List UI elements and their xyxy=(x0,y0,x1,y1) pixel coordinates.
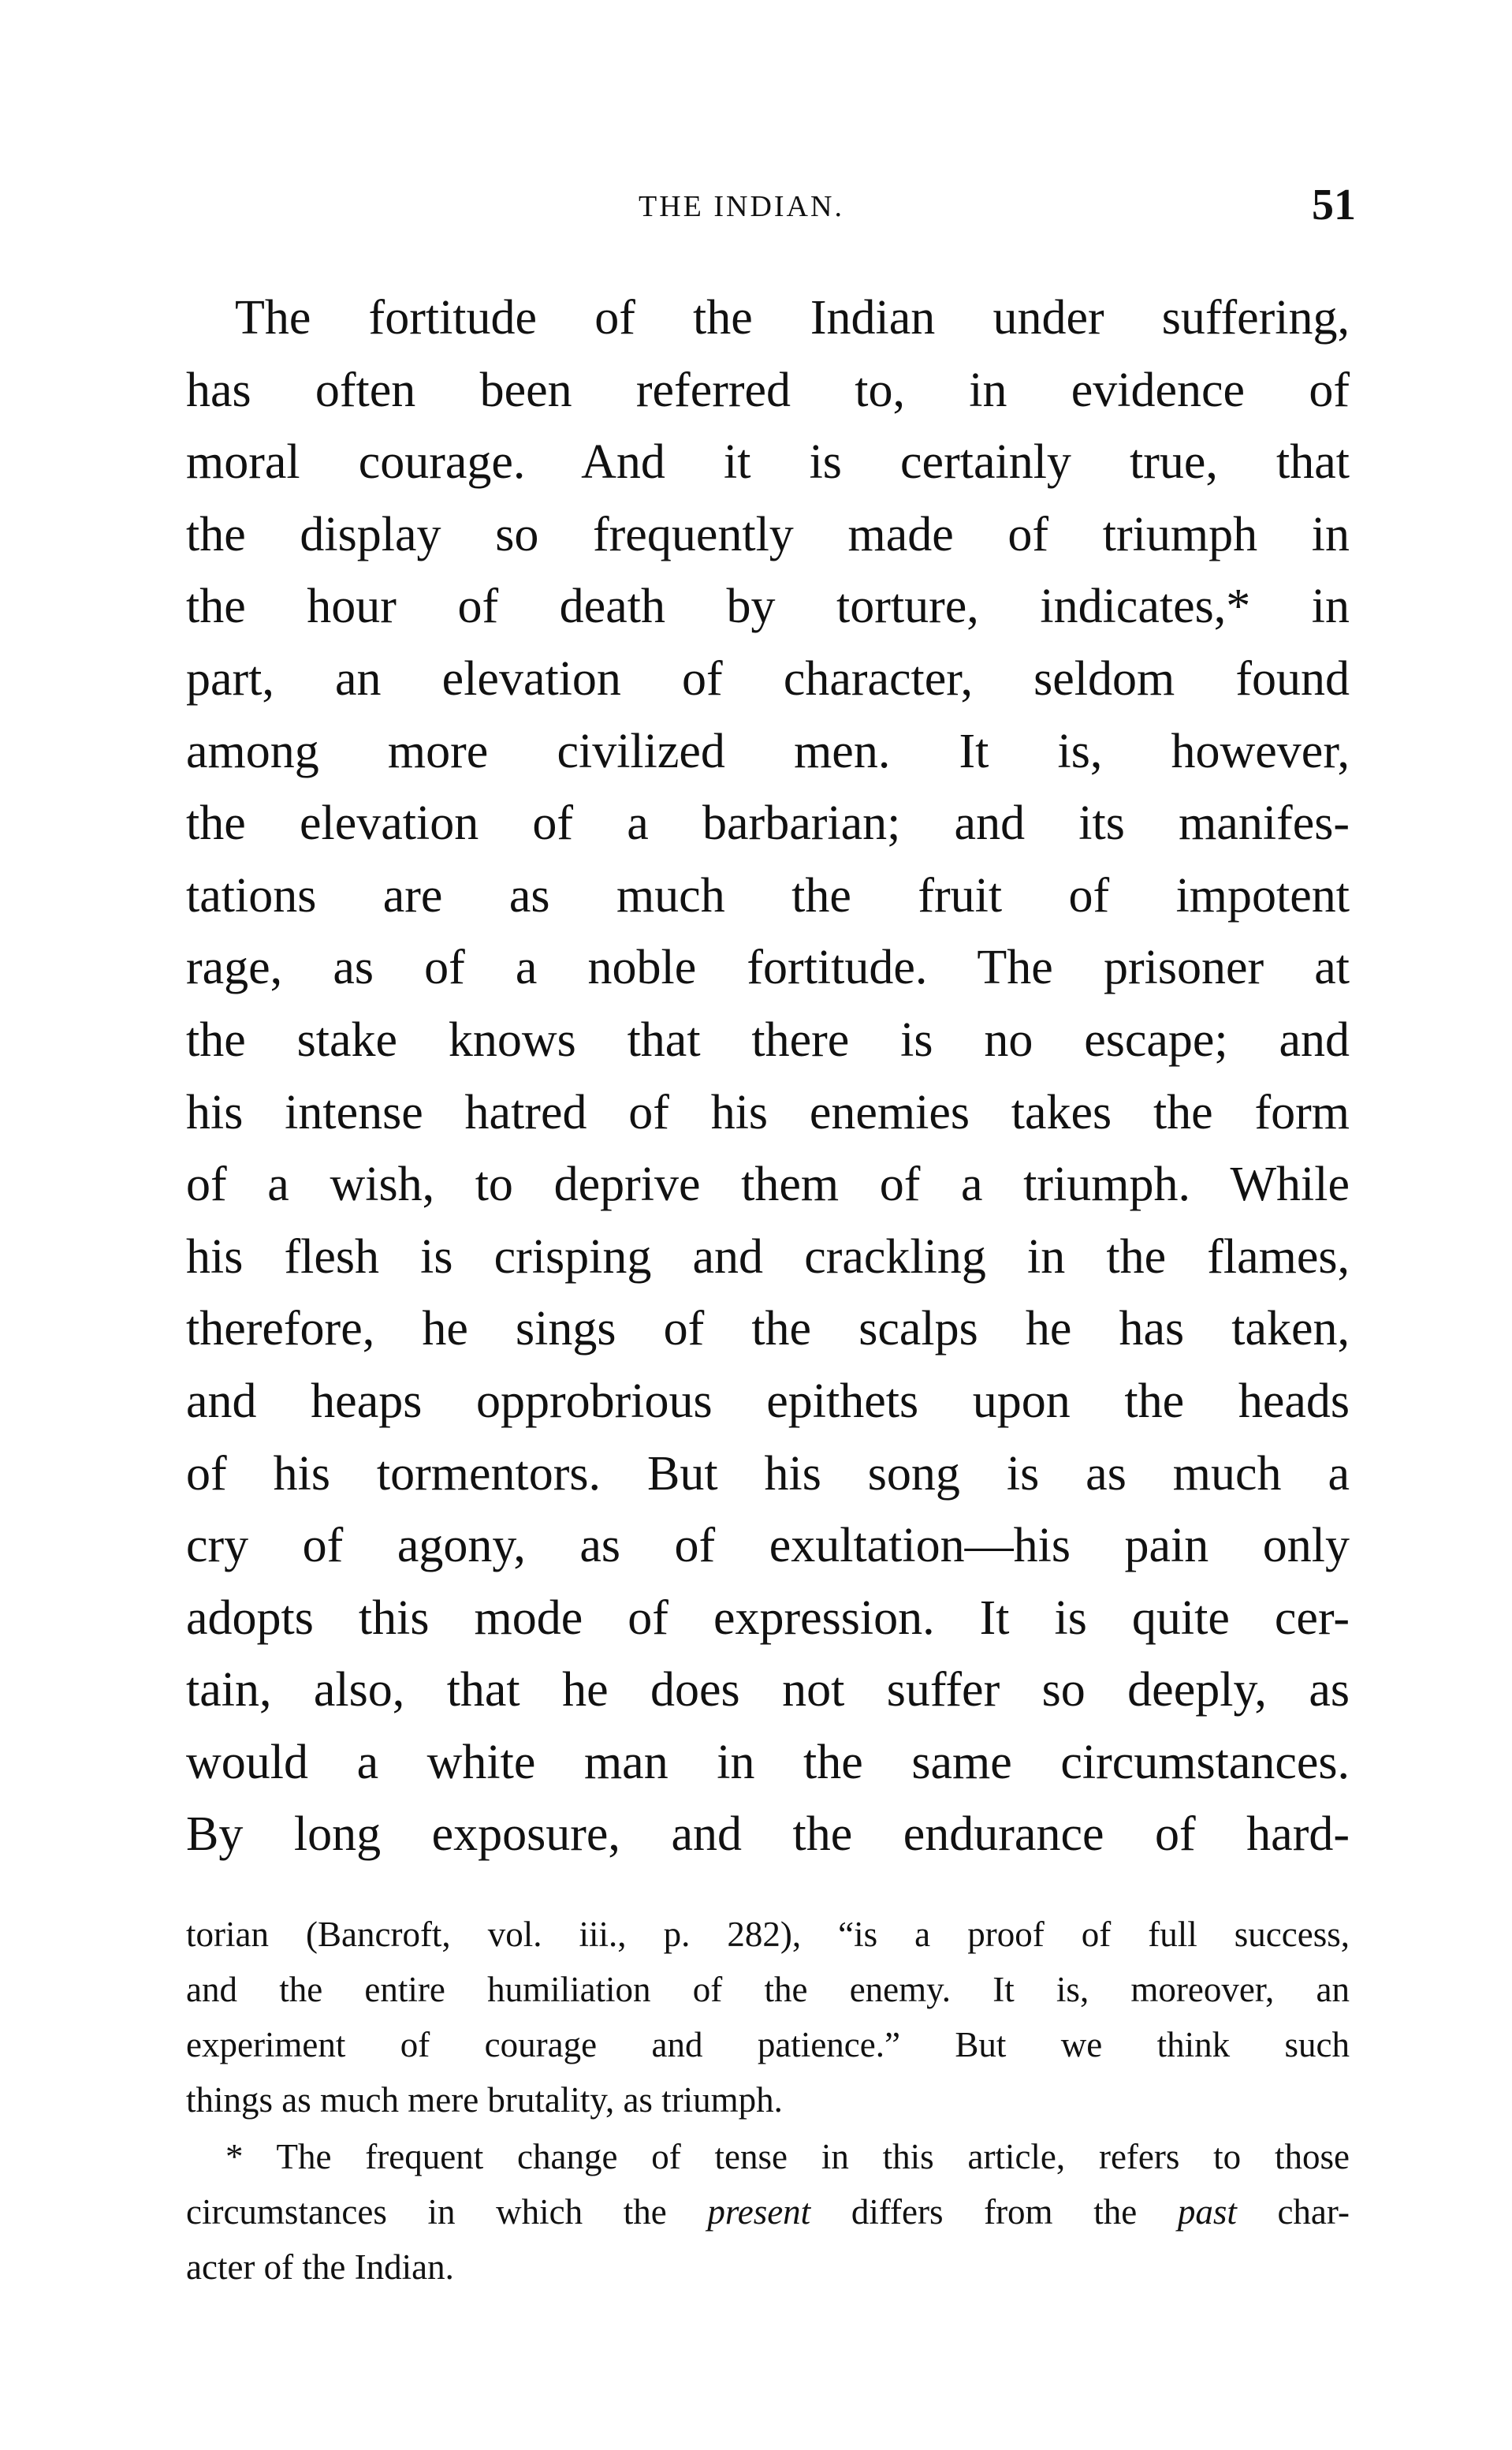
footnote-emphasis: present xyxy=(707,2192,811,2232)
body-line: his flesh is crisping and crackling in the flames, xyxy=(186,1229,1350,1284)
body-line: has often been referred to, in evidence of xyxy=(186,363,1350,417)
body-line: would a white man in the same circumstances. xyxy=(186,1735,1350,1789)
footnote-continued xyxy=(186,1907,1350,2127)
body-line: his intense hatred of his enemies takes the form xyxy=(186,1085,1350,1139)
body-line: The fortitude of the Indian under suffering, xyxy=(235,291,1350,345)
body-line: therefore, he sings of the scalps he has taken, xyxy=(186,1302,1350,1356)
body-line: moral courage. And it is certainly true, that xyxy=(186,435,1350,490)
body-line: the stake knows that there is no escape; and xyxy=(186,1012,1350,1067)
footnote-text: circumstances in which the xyxy=(186,2192,708,2232)
footnote-line: and the entire humiliation of the enemy. It is, moreover, an xyxy=(186,1970,1350,2009)
footnote-star xyxy=(186,2129,1350,2295)
footnote-emphasis: past xyxy=(1177,2192,1237,2232)
body-line: of his tormentors. But his song is as much a xyxy=(186,1446,1350,1501)
page-header xyxy=(189,173,1356,244)
body-line: By long exposure, and the endurance of hard- xyxy=(186,1807,1350,1862)
footnote-line: acter of the Indian. xyxy=(186,2247,454,2287)
body-line: the display so frequently made of triumph in xyxy=(186,507,1350,561)
footnotes xyxy=(186,1907,1350,2295)
body-line: cry of agony, as of exultation—his pain only xyxy=(186,1519,1350,1573)
body-line: rage, as of a noble fortitude. The prisoner at xyxy=(186,941,1350,995)
body-line: the hour of death by torture, indicates,* in xyxy=(186,580,1350,634)
footnote-text: differs from the xyxy=(810,2192,1178,2232)
body-line: tain, also, that he does not suffer so deeply, as xyxy=(186,1663,1350,1717)
footnote-line: * The frequent change of tense in this article, refers to those xyxy=(225,2137,1350,2176)
body-line: of a wish, to deprive them of a triumph. While xyxy=(186,1158,1350,1212)
body-line: part, an elevation of character, seldom found xyxy=(186,651,1350,706)
body-line: among more civilized men. It is, however, xyxy=(186,724,1350,778)
footnote-line: things as much mere brutality, as triumph. xyxy=(186,2080,783,2120)
running-head: THE INDIAN. xyxy=(639,190,844,223)
page-number: 51 xyxy=(1312,181,1356,229)
body-line: adopts this mode of expression. It is quite cer- xyxy=(186,1590,1350,1645)
footnote-line: experiment of courage and patience.” But we think such xyxy=(186,2025,1350,2064)
body-line: and heaps opprobrious epithets upon the heads xyxy=(186,1374,1350,1428)
footnote-line xyxy=(186,2184,1350,2239)
body-line: the elevation of a barbarian; and its manifes- xyxy=(186,796,1350,851)
body-text xyxy=(186,282,1350,1871)
footnote-line: torian (Bancroft, vol. iii., p. 282), “is a proof of full success, xyxy=(186,1915,1350,1954)
footnote-text: char- xyxy=(1236,2192,1350,2232)
body-line: tations are as much the fruit of impotent xyxy=(186,868,1350,923)
